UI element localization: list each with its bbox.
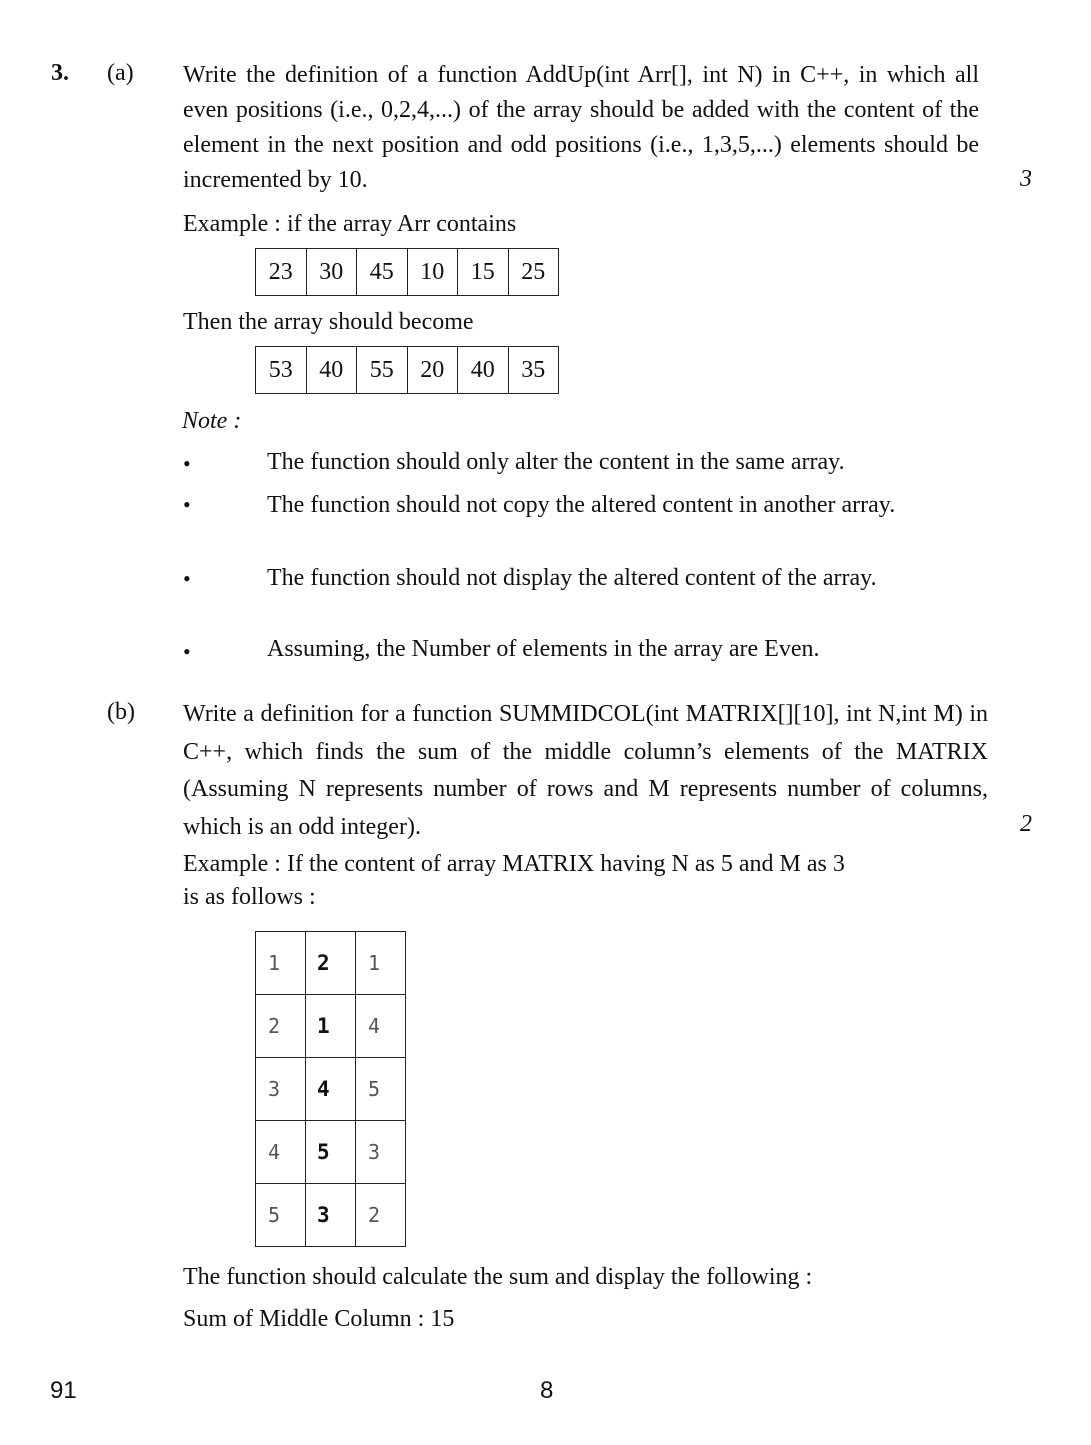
input-array-table	[255, 248, 559, 296]
note-item: The function should not copy the altered content in another array.	[267, 492, 896, 518]
array-cell: 40	[306, 347, 357, 394]
matrix-row	[256, 995, 406, 1058]
matrix-middle-cell: 5	[306, 1121, 356, 1184]
question-number: 3.	[51, 60, 69, 86]
part-b-marks: 2	[1020, 811, 1032, 837]
array-cell: 10	[407, 249, 458, 296]
matrix-cell: 1	[356, 932, 406, 995]
array-cell: 20	[407, 347, 458, 394]
array-cell: 35	[508, 347, 559, 394]
bullet-icon: •	[183, 639, 191, 664]
part-a-label: (a)	[107, 60, 134, 86]
matrix-middle-cell: 3	[306, 1184, 356, 1247]
matrix-row	[256, 1058, 406, 1121]
part-a-marks: 3	[1020, 166, 1032, 192]
array-cell: 30	[306, 249, 357, 296]
result-text: Sum of Middle Column : 15	[183, 1306, 455, 1332]
matrix-table	[255, 931, 406, 1247]
matrix-cell: 5	[256, 1184, 306, 1247]
example-intro: Example : if the array Arr contains	[183, 211, 517, 237]
matrix-row	[256, 1184, 406, 1247]
matrix-row	[256, 932, 406, 995]
page-number: 8	[540, 1377, 554, 1404]
matrix-cell: 2	[356, 1184, 406, 1247]
part-b-label: (b)	[107, 699, 135, 725]
example-line-1: Example : If the content of array MATRIX having N as 5 and M as 3	[183, 851, 845, 877]
matrix-middle-cell: 4	[306, 1058, 356, 1121]
bullet-icon: •	[183, 492, 191, 517]
matrix-cell: 4	[256, 1121, 306, 1184]
part-a-text: Write the definition of a function AddUp(int Arr[], int N) in C++, in which all even positions (i.e., 0,2,4,...) of the array should be added with the content of the element in the next position and odd positions (i.e., 1,3,5,...) elements should be incremented by 10.	[183, 62, 979, 193]
part-b-text: Write a definition for a function SUMMIDCOL(int MATRIX[][10], int N,int M) in C++, which finds the sum of the middle column’s elements of the MATRIX (Assuming N represents number of rows and M represents number of columns, which is an odd integer).	[183, 701, 988, 840]
array-cell: 15	[458, 249, 509, 296]
paper-code: 91	[50, 1377, 77, 1404]
array-cell: 55	[357, 347, 408, 394]
note-label: Note :	[182, 408, 242, 434]
matrix-cell: 2	[256, 995, 306, 1058]
array-cell: 23	[256, 249, 307, 296]
matrix-row	[256, 1121, 406, 1184]
bullet-icon: •	[183, 451, 191, 476]
matrix-cell: 1	[256, 932, 306, 995]
output-array-table	[255, 346, 559, 394]
matrix-cell: 3	[356, 1121, 406, 1184]
then-text: Then the array should become	[183, 309, 474, 335]
note-item: The function should only alter the content in the same array.	[267, 449, 845, 475]
matrix-cell: 4	[356, 995, 406, 1058]
array-cell: 40	[458, 347, 509, 394]
array-cell: 25	[508, 249, 559, 296]
matrix-middle-cell: 1	[306, 995, 356, 1058]
example-line-2: is as follows :	[183, 884, 316, 910]
note-item: Assuming, the Number of elements in the array are Even.	[267, 636, 820, 662]
array-cell: 53	[256, 347, 307, 394]
note-item: The function should not display the altered content of the array.	[267, 565, 877, 591]
array-cell: 45	[357, 249, 408, 296]
matrix-cell: 3	[256, 1058, 306, 1121]
bullet-icon: •	[183, 566, 191, 591]
matrix-middle-cell: 2	[306, 932, 356, 995]
result-intro: The function should calculate the sum and display the following :	[183, 1264, 813, 1290]
matrix-cell: 5	[356, 1058, 406, 1121]
